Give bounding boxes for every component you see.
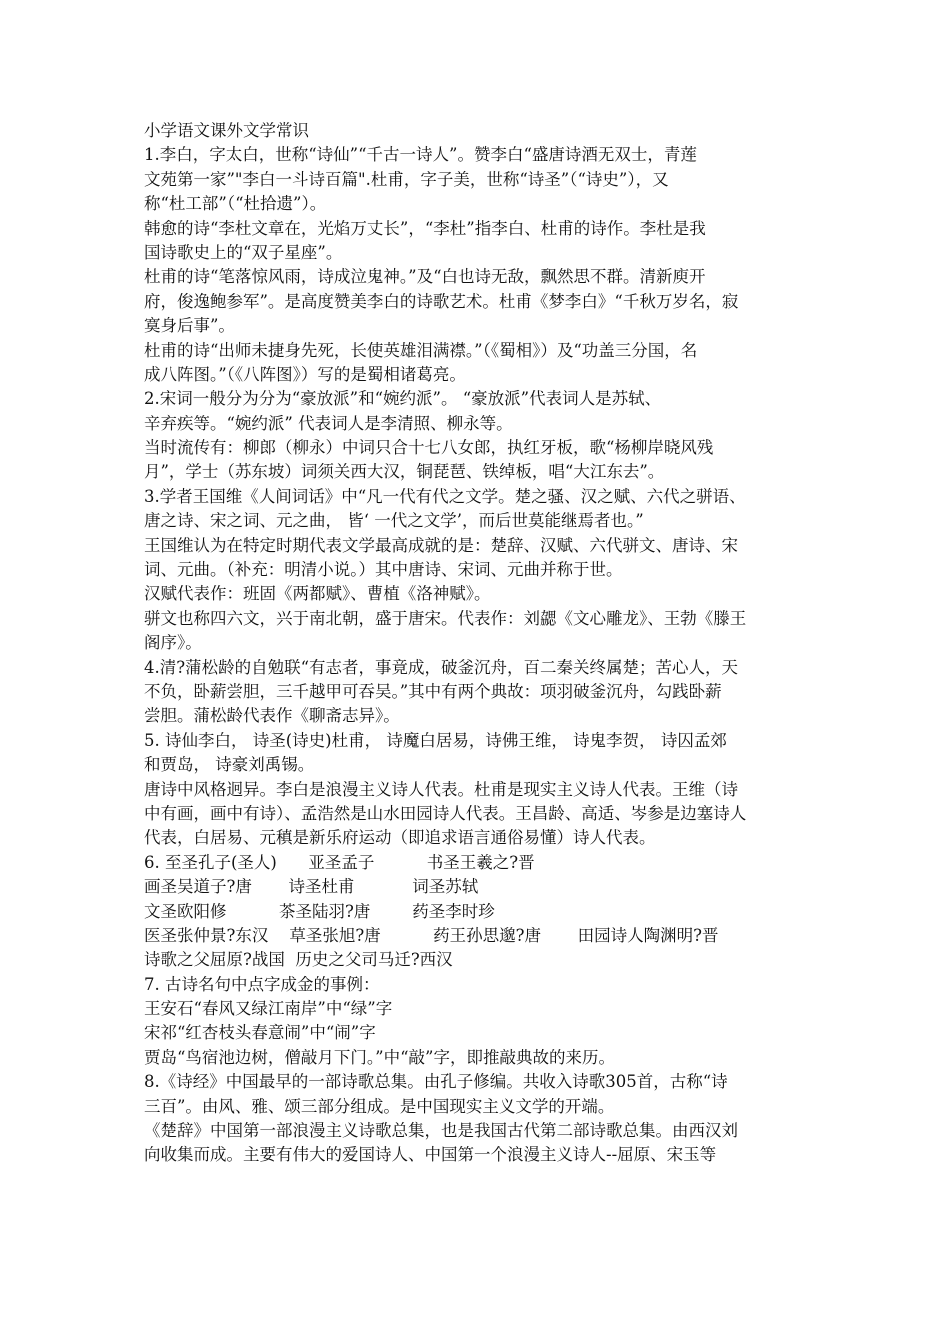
text-line: 三百”。由风、雅、颂三部分组成。是中国现实主义文学的开端。	[144, 1096, 615, 1116]
text-line: 文圣欧阳修 茶圣陆羽?唐 药圣李时珍	[144, 901, 495, 921]
text-line: 寞身后事”。	[144, 316, 235, 336]
text-line: 5. 诗仙李白， 诗圣(诗史)杜甫， 诗魔白居易，诗佛王维， 诗鬼李贺， 诗囚孟郊	[144, 730, 727, 750]
text-line: 唐之诗、宋之词、元之曲， 皆‘ 一代之文学’，而后世莫能继焉者也。”	[144, 511, 644, 531]
text-line: 韩愈的诗“李杜文章在，光焰万丈长”，“李杜”指李白、杜甫的诗作。李杜是我	[144, 218, 706, 238]
text-line: 3.学者王国维《人间词话》中“凡一代有代之文学。楚之骚、汉之赋、六代之骈语、	[144, 486, 746, 506]
text-line: 2.宋词一般分为分为“豪放派”和“婉约派”。 “豪放派”代表词人是苏轼、	[144, 389, 662, 409]
text-line: 骈文也称四六文，兴于南北朝，盛于唐宋。代表作：刘勰《文心雕龙》、王勃《滕王	[144, 608, 747, 628]
text-line: 和贾岛， 诗豪刘禹锡。	[144, 755, 315, 775]
text-line: 《楚辞》中国第一部浪漫主义诗歌总集，也是我国古代第二部诗歌总集。由西汉刘	[144, 1121, 738, 1141]
text-line: 月”，学士（苏东坡）词须关西大汉，铜琵琶、铁绰板，唱“大江东去”。	[144, 462, 665, 482]
text-line: 宋祁“红杏枝头春意闹”中“闹”字	[144, 1023, 376, 1043]
text-line: 医圣张仲景?东汉 草圣张旭?唐 药王孙思邈?唐 田园诗人陶渊明?晋	[144, 925, 719, 945]
text-line: 文苑第一家”"李白一斗诗百篇".杜甫，字子美，世称“诗圣”（“诗史”），又	[144, 169, 669, 189]
text-line: 王国维认为在特定时期代表文学最高成就的是：楚辞、汉赋、六代骈文、唐诗、宋	[144, 535, 738, 555]
text-line: 6. 至圣孔子(圣人) 亚圣孟子 书圣王羲之?晋	[144, 852, 535, 872]
text-line: 成八阵图。”（《八阵图》）写的是蜀相诸葛亮。	[144, 364, 466, 384]
text-line: 尝胆。蒲松龄代表作《聊斋志异》。	[144, 706, 400, 726]
text-line: 辛弃疾等。“婉约派” 代表词人是李清照、柳永等。	[144, 413, 513, 433]
document-body	[144, 143, 816, 1167]
text-line: 向收集而成。主要有伟大的爱国诗人、中国第一个浪漫主义诗人--屈原、宋玉等	[144, 1145, 717, 1165]
text-line: 汉赋代表作：班固《两都赋》、曹植《洛神赋》。	[144, 584, 491, 604]
text-line: 贾岛“鸟宿池边树，僧敲月下门。”中“敲”字，即推敲典故的来历。	[144, 1047, 615, 1067]
text-line: 当时流传有：柳郎（柳永）中词只合十七八女郎，执红牙板，歌“杨柳岸晓风残	[144, 438, 714, 458]
text-line: 国诗歌史上的“双子星座”。	[144, 242, 343, 262]
text-line: 4.清?蒲松龄的自勉联“有志者，事竟成，破釜沉舟，百二秦关终属楚；苦心人，天	[144, 657, 739, 677]
text-line: 称“杜工部”（“杜拾遗”）。	[144, 194, 327, 214]
text-line: 1.李白，字太白，世称“诗仙”“千古一诗人”。赞李白“盛唐诗酒无双士，青莲	[144, 145, 697, 165]
text-line: 杜甫的诗“笔落惊风雨，诗成泣鬼神。”及“白也诗无敌，飘然思不群。清新庾开	[144, 267, 706, 287]
text-line: 不负，卧薪尝胆，三千越甲可吞吴。”其中有两个典故：项羽破釜沉舟，勾践卧薪	[144, 681, 722, 701]
text-line: 7. 古诗名句中点字成金的事例：	[144, 974, 380, 994]
text-line: 府，俊逸鲍参军”。是高度赞美李白的诗歌艺术。杜甫《梦李白》“千秋万岁名，寂	[144, 291, 739, 311]
text-line: 诗歌之父屈原?战国 历史之父司马迁?西汉	[144, 950, 453, 970]
document-page	[144, 119, 816, 1168]
text-line: 阁序》。	[144, 633, 202, 653]
text-line: 词、元曲。（补充：明清小说。）其中唐诗、宋词、元曲并称于世。	[144, 560, 623, 580]
text-line: 代表，白居易、元稹是新乐府运动（即追求语言通俗易懂）诗人代表。	[144, 828, 656, 848]
document-title: 小学语文课外文学常识	[144, 121, 309, 140]
text-line: 唐诗中风格迥异。李白是浪漫主义诗人代表。杜甫是现实主义诗人代表。王维（诗	[144, 779, 738, 799]
text-line: 画圣吴道子?唐 诗圣杜甫 词圣苏轼	[144, 877, 479, 897]
text-line: 杜甫的诗“出师未捷身先死，长使英雄泪满襟。”（《蜀相》）及“功盖三分国，名	[144, 340, 698, 360]
text-line: 王安石“春风又绿江南岸”中“绿”字	[144, 999, 393, 1019]
text-line: 8.《诗经》中国最早的一部诗歌总集。由孔子修编。共收入诗歌305首，古称“诗	[144, 1072, 728, 1092]
text-line: 中有画，画中有诗）、孟浩然是山水田园诗人代表。王昌龄、高适、岑参是边塞诗人	[144, 803, 747, 823]
